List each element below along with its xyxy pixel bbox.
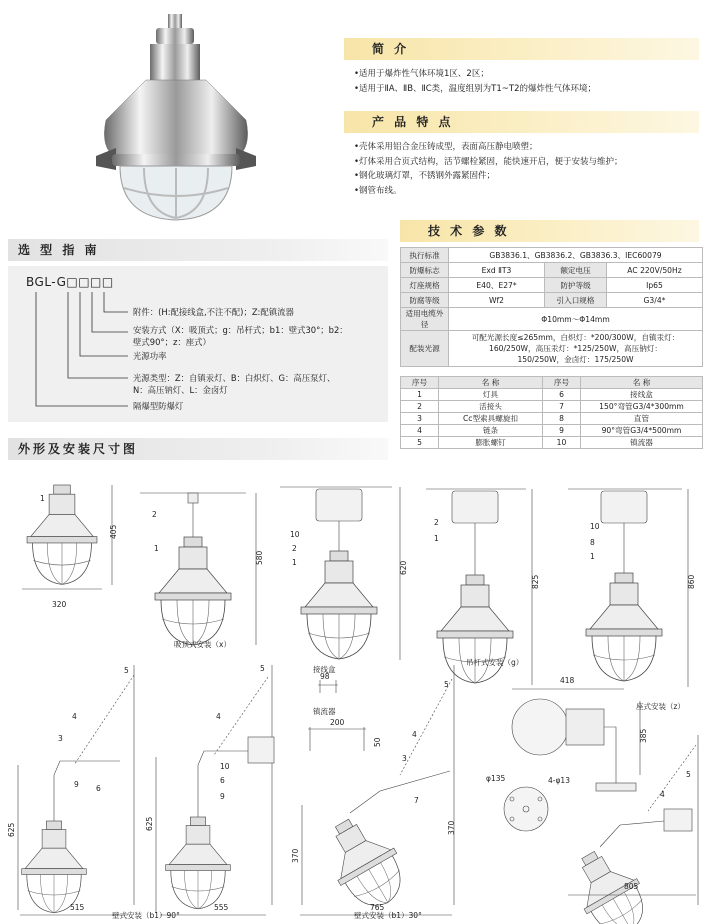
- table-row: [401, 425, 703, 437]
- callout-number: 6: [96, 784, 101, 793]
- table-row: [401, 401, 703, 413]
- feature-item: • 钢管布线。: [354, 184, 623, 199]
- callout-number: 4: [216, 712, 221, 721]
- dim-value: φ135: [486, 774, 506, 783]
- callout-number: 2: [292, 544, 297, 553]
- label-ballast: 镇流器: [313, 707, 336, 716]
- dimensions-title: 外形及安装尺寸图: [18, 442, 139, 456]
- callout-number: 8: [590, 538, 595, 547]
- dim-value: 515: [70, 903, 85, 912]
- callout-number: 5: [124, 666, 129, 675]
- caption-pendant: 吊杆式安装（g）: [466, 658, 524, 667]
- dim-value: 418: [560, 676, 575, 685]
- spec-row: [401, 308, 703, 331]
- feature-item: • 壳体采用铝合金压铸成型，表面高压静电喷塑；: [354, 140, 623, 155]
- spec-value: Φ10mm～Φ14mm: [449, 308, 703, 331]
- spec-label: 引入口规格: [545, 293, 607, 308]
- caption-wall-90: 壁式安装（b1）90°: [112, 911, 180, 920]
- spec-label: 适用电缆外径: [401, 308, 449, 331]
- table-row: [401, 413, 703, 425]
- dim-value: 825: [531, 574, 540, 589]
- table-cell: Cc型索具螺旋扣: [439, 413, 543, 425]
- dim-value: 765: [370, 903, 385, 912]
- dim-value: 200: [330, 718, 345, 727]
- feature-item: • 灯体采用合页式结构，活节螺栓紧固，能快速开启，便于安装与维护；: [354, 155, 623, 170]
- spec-label: 防爆标志: [401, 263, 449, 278]
- spec-row: [401, 293, 703, 308]
- table-cell: 4: [401, 425, 439, 437]
- table-cell: 8: [543, 413, 581, 425]
- spec-label: 防腐等级: [401, 293, 449, 308]
- table-cell: 活接头: [439, 401, 543, 413]
- dim-value: 320: [52, 600, 67, 609]
- spec-value: Wf2: [449, 293, 545, 308]
- spec-value: Exd ⅡT3: [449, 263, 545, 278]
- selection-line: 壁式90°；z：座式）: [133, 337, 211, 347]
- dim-value: 50: [373, 737, 382, 747]
- callout-number: 4: [412, 730, 417, 739]
- dim-value: 370: [291, 848, 300, 863]
- selection-line: 隔爆型防爆灯: [133, 401, 184, 411]
- caption-ceiling: 吸顶式安装（x）: [174, 640, 231, 649]
- label-junction-box: 接线盒: [313, 665, 336, 674]
- table-cell: 直管: [581, 413, 703, 425]
- table-cell: 6: [543, 389, 581, 401]
- dim-value: 4-φ13: [548, 776, 570, 785]
- table-cell: 10: [543, 437, 581, 449]
- parts-header: 序号: [401, 377, 439, 389]
- callout-number: 1: [590, 552, 595, 561]
- dim-value: 625: [145, 816, 154, 831]
- callout-number: 4: [72, 712, 77, 721]
- parts-header: 名 称: [581, 377, 703, 389]
- selection-line: 光源类型：Z：自镇汞灯、B：白炽灯、G：高压泵灯、: [133, 373, 336, 383]
- parts-header-row: [401, 377, 703, 389]
- selection-line: N：高压钠灯、L：金卤灯: [133, 385, 228, 395]
- specs-table: [400, 247, 703, 367]
- light-source-line: 160/250W，高压汞灯：*125/250W，高压钠灯：: [488, 344, 663, 353]
- dim-value: 805: [624, 882, 639, 891]
- callout-number: 3: [58, 734, 63, 743]
- callout-number: 4: [660, 790, 665, 799]
- spec-value: [449, 331, 703, 367]
- selection-line: 安装方式（X：吸顶式；g：吊杆式；b1：壁式30°；b2：: [133, 325, 348, 335]
- callout-number: 10: [220, 762, 230, 771]
- spec-label: 配装光源: [401, 331, 449, 367]
- features-title: 产 品 特 点: [372, 115, 454, 129]
- table-cell: 5: [401, 437, 439, 449]
- callout-number: 3: [402, 754, 407, 763]
- light-source-line: 可配光源长度≤265mm，白炽灯：*200/300W，自镇汞灯：: [471, 333, 680, 342]
- callout-number: 7: [414, 796, 419, 805]
- table-cell: 9: [543, 425, 581, 437]
- spec-row: [401, 331, 703, 367]
- selection-header: [8, 239, 388, 261]
- table-cell: 2: [401, 401, 439, 413]
- callout-number: 1: [434, 534, 439, 543]
- callout-number: 9: [220, 792, 225, 801]
- table-cell: 1: [401, 389, 439, 401]
- selection-line: 附件：(H:配接线盒,不注不配)；Z:配镇流器: [133, 307, 294, 317]
- spec-row: [401, 278, 703, 293]
- callout-number: 5: [444, 680, 449, 689]
- table-cell: 镇流器: [581, 437, 703, 449]
- intro-title: 简 介: [372, 42, 410, 56]
- callout-number: 10: [290, 530, 300, 539]
- callout-number: 1: [292, 558, 297, 567]
- spec-label: 额定电压: [545, 263, 607, 278]
- dim-value: 370: [447, 820, 456, 835]
- dim-value: 98: [320, 672, 330, 681]
- callout-number: 2: [434, 518, 439, 527]
- selection-line: 光源功率: [133, 351, 167, 361]
- spec-value: Ip65: [607, 278, 703, 293]
- light-source-line: 150/250W，金卤灯：175/250W: [517, 355, 634, 364]
- callout-number: 1: [40, 494, 45, 503]
- table-row: [401, 437, 703, 449]
- spec-value: AC 220V/50Hz: [607, 263, 703, 278]
- feature-item: • 钢化玻璃灯罩，不锈钢外露紧固件；: [354, 169, 623, 184]
- spec-label: 防护等级: [545, 278, 607, 293]
- spec-value: E40、E27*: [449, 278, 545, 293]
- spec-label: 执行标准: [401, 248, 449, 263]
- dim-value: 620: [399, 560, 408, 575]
- callout-number: 5: [260, 664, 265, 673]
- table-cell: 90°弯管G3/4*500mm: [581, 425, 703, 437]
- dimensions-header: [8, 438, 388, 460]
- table-cell: 膨胀螺钉: [439, 437, 543, 449]
- dim-value: 860: [687, 574, 696, 589]
- table-cell: 链条: [439, 425, 543, 437]
- spec-label: 灯座规格: [401, 278, 449, 293]
- table-cell: 150°弯管G3/4*300mm: [581, 401, 703, 413]
- spec-value: G3/4*: [607, 293, 703, 308]
- model-code: BGL-G□□□□: [26, 275, 114, 289]
- caption-wall-30: 壁式安装（b1）30°: [354, 911, 422, 920]
- dim-value: 555: [214, 903, 229, 912]
- dim-value: 405: [109, 524, 118, 539]
- callout-number: 5: [686, 770, 691, 779]
- spec-row: [401, 263, 703, 278]
- features-header: [344, 111, 699, 133]
- table-cell: 接线盒: [581, 389, 703, 401]
- specs-header: [400, 220, 699, 242]
- callout-number: 10: [590, 522, 600, 531]
- caption-seat: 座式安装（z）: [636, 702, 685, 711]
- dimension-drawings: [0, 465, 720, 924]
- callout-number: 9: [74, 780, 79, 789]
- selection-title: 选 型 指 南: [18, 243, 100, 257]
- table-cell: 7: [543, 401, 581, 413]
- callout-number: 6: [220, 776, 225, 785]
- parts-header: 名 称: [439, 377, 543, 389]
- spec-value: GB3836.1、GB3836.2、GB3836.3、IEC60079: [449, 248, 703, 263]
- dim-value: 580: [255, 550, 264, 565]
- dim-value: 625: [7, 822, 16, 837]
- features-list: [354, 140, 623, 198]
- parts-table: [400, 376, 703, 449]
- intro-item: • 适用于爆炸性气体环境1区、2区；: [354, 67, 596, 82]
- intro-header: [344, 38, 699, 60]
- specs-title: 技 术 参 数: [428, 224, 510, 238]
- product-photo: [86, 8, 266, 223]
- table-row: [401, 389, 703, 401]
- callout-number: 1: [154, 544, 159, 553]
- table-cell: 3: [401, 413, 439, 425]
- table-cell: 灯具: [439, 389, 543, 401]
- callout-number: 2: [152, 510, 157, 519]
- dim-value: 385: [639, 728, 648, 743]
- intro-list: [354, 67, 596, 96]
- intro-item: • 适用于ⅡA、ⅡB、ⅡC类，温度组别为T1~T2的爆炸性气体环境；: [354, 82, 596, 97]
- spec-row: [401, 248, 703, 263]
- parts-header: 序号: [543, 377, 581, 389]
